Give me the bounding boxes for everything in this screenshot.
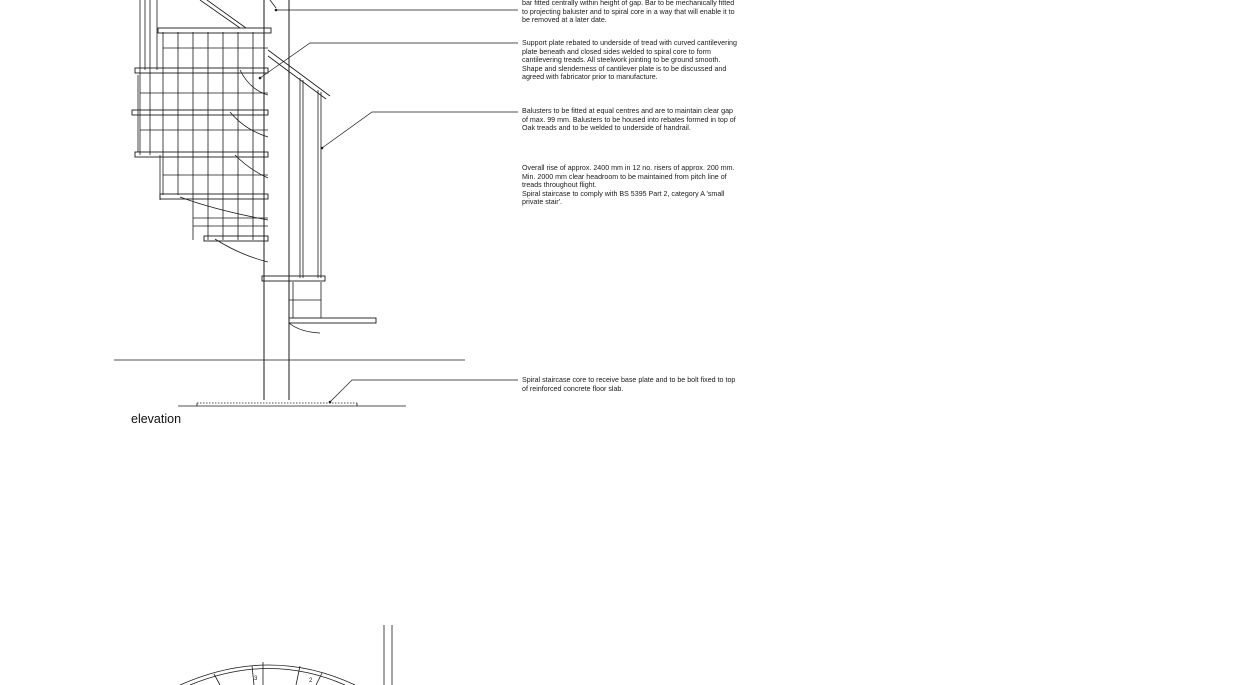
annotation-note: Support plate rebated to underside of tread with curved cantilevering plate beneath and closed sides welded to spiral core to form cantilevering treads. All steelwork jointing to be ground smooth. Shape and slenderness of cantilever plate is to be discussed and agreed with fabricator prior to manufacture. (522, 39, 737, 82)
note-leaders (260, 10, 518, 402)
plan-step-number: 2 (309, 678, 313, 684)
cantilever-plates (180, 70, 320, 333)
annotation-note: bar fitted centrally within height of gap. Bar to be mechanically fitted to projecting baluster and to spiral core in a way that will enable it to be removed at a later date. (522, 0, 735, 25)
leader-dots (259, 9, 332, 404)
elevation-baluster-grid (138, 0, 268, 240)
plan-step-number: 3 (254, 676, 258, 682)
annotation-note: Overall rise of approx. 2400 mm in 12 no. risers of approx. 200 mm. Min. 2000 mm clear headroom to be maintained from pitch line of treads throughout flight. Spiral staircase to comply with BS 5395 Part 2, category A 'small private stair'. (522, 164, 735, 207)
elevation-caption: elevation (131, 412, 182, 426)
annotation-note: Balusters to be fitted at equal centres and are to maintain clear gap of max. 99 mm. Balusters to be housed into rebates formed in top of Oak treads and to be welded to underside of handrail. (522, 107, 736, 133)
annotation-note: Spiral staircase core to receive base plate and to be bolt fixed to top of reinforced concrete floor slab. (522, 376, 736, 393)
elevation-treads (132, 28, 376, 323)
plan-view (180, 625, 392, 685)
